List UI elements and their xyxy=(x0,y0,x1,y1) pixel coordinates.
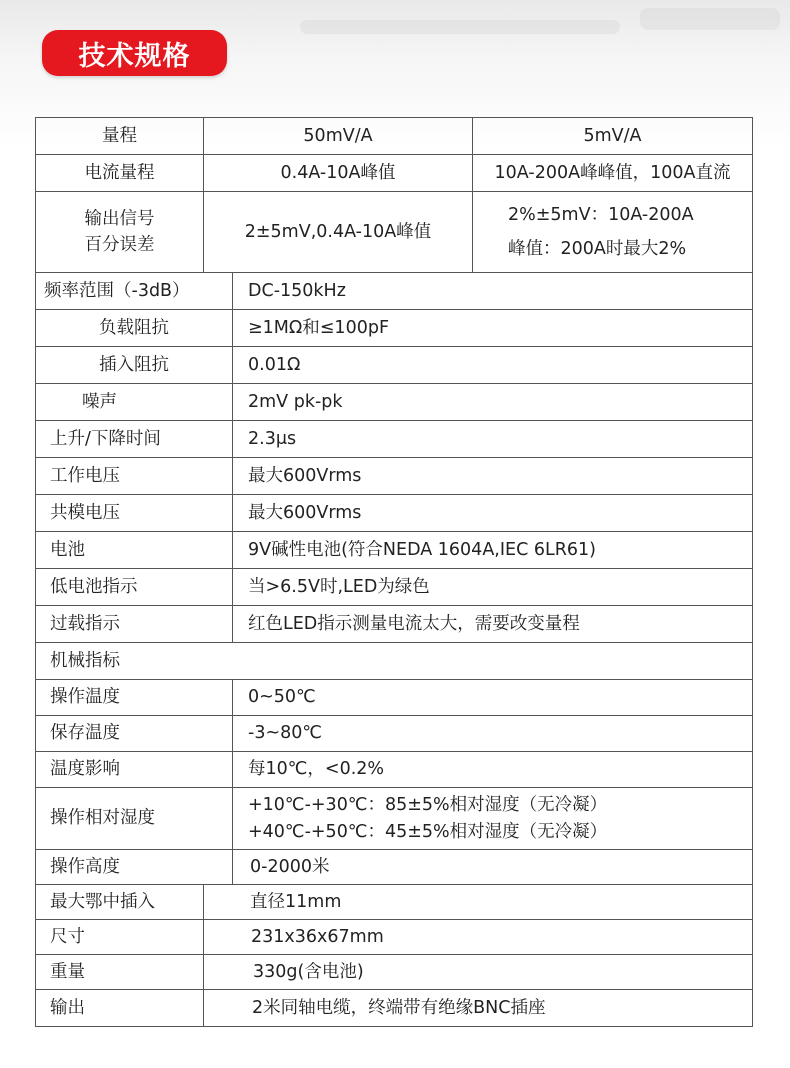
row-label: 噪声 xyxy=(35,383,233,421)
table-row xyxy=(35,605,753,642)
row-value-50mv: 0.4A-10A峰值 xyxy=(203,154,473,192)
table-row xyxy=(35,272,753,309)
row-value: 2.3μs xyxy=(232,420,753,458)
row-label: 保存温度 xyxy=(35,715,233,752)
row-label: 共模电压 xyxy=(35,494,233,532)
row-value: 2mV pk-pk xyxy=(232,383,753,421)
row-value-50mv: 2±5mV,0.4A-10A峰值 xyxy=(203,191,473,273)
row-label: 工作电压 xyxy=(35,457,233,495)
row-value: ≥1MΩ和≤100pF xyxy=(232,309,753,347)
row-label xyxy=(35,191,204,273)
row-value xyxy=(232,787,753,850)
spec-table xyxy=(35,117,753,1026)
value-line: +10℃-+30℃：85±5%相对湿度（无冷凝） xyxy=(248,795,608,816)
row-value: 最大600Vrms xyxy=(232,457,753,495)
table-row xyxy=(35,457,753,494)
row-value: 最大600Vrms xyxy=(232,494,753,532)
table-row xyxy=(35,715,753,751)
row-value: 红色LED指示测量电流太大，需要改变量程 xyxy=(232,605,753,643)
row-label: 操作温度 xyxy=(35,679,233,716)
row-value: 当>6.5V时,LED为绿色 xyxy=(232,568,753,606)
background-decoration xyxy=(300,20,620,34)
row-label: 操作相对湿度 xyxy=(35,787,233,850)
table-row xyxy=(35,420,753,457)
row-label: 操作高度 xyxy=(35,849,233,885)
row-value: 231x36x67mm xyxy=(203,919,753,955)
section-title: 技术规格 xyxy=(42,30,227,76)
row-value: 0-2000米 xyxy=(232,849,753,885)
row-value-5mv xyxy=(472,191,753,273)
row-label: 过载指示 xyxy=(35,605,233,643)
table-row xyxy=(35,531,753,568)
table-header-row xyxy=(35,117,753,154)
row-label: 电池 xyxy=(35,531,233,569)
row-value: 2米同轴电缆，终端带有绝缘BNC插座 xyxy=(203,989,753,1027)
table-row xyxy=(35,787,753,849)
table-row xyxy=(35,154,753,191)
row-label: 尺寸 xyxy=(35,919,204,955)
row-value: 0.01Ω xyxy=(232,346,753,384)
table-row xyxy=(35,884,753,919)
table-row xyxy=(35,568,753,605)
table-row xyxy=(35,989,753,1026)
row-value: 9V碱性电池(符合NEDA 1604A,IEC 6LR61) xyxy=(232,531,753,569)
table-row xyxy=(35,494,753,531)
value-line: +40℃-+50℃：45±5%相对湿度（无冷凝） xyxy=(248,821,608,842)
table-row xyxy=(35,679,753,715)
header-label: 量程 xyxy=(35,117,204,155)
header-col-50mv: 50mV/A xyxy=(203,117,473,155)
row-value: 0~50℃ xyxy=(232,679,753,716)
row-value: DC-150kHz xyxy=(232,272,753,310)
table-row xyxy=(35,309,753,346)
row-label: 低电池指示 xyxy=(35,568,233,606)
background-decoration xyxy=(640,8,780,30)
row-label: 上升/下降时间 xyxy=(35,420,233,458)
row-label: 频率范围（-3dB） xyxy=(35,272,233,310)
row-value: -3~80℃ xyxy=(232,715,753,752)
row-label: 插入阻抗 xyxy=(35,346,233,384)
row-label: 电流量程 xyxy=(35,154,204,192)
table-row xyxy=(35,849,753,884)
value-line: 2%±5mV：10A-200A xyxy=(508,204,694,225)
row-label: 最大鄂中插入 xyxy=(35,884,204,920)
table-row xyxy=(35,191,753,272)
section-heading-row xyxy=(35,642,753,679)
row-label: 温度影响 xyxy=(35,751,233,788)
row-value-5mv: 10A-200A峰峰值，100A直流 xyxy=(472,154,753,192)
row-label: 输出 xyxy=(35,989,204,1027)
row-label: 重量 xyxy=(35,954,204,990)
table-row xyxy=(35,751,753,787)
label-line: 输出信号 xyxy=(84,208,155,229)
section-heading: 机械指标 xyxy=(35,642,753,680)
table-row xyxy=(35,919,753,954)
row-value: 每10℃，<0.2% xyxy=(232,751,753,788)
value-line: 峰值：200A时最大2% xyxy=(508,239,687,259)
header-col-5mv: 5mV/A xyxy=(472,117,753,155)
row-label: 负载阻抗 xyxy=(35,309,233,347)
label-line: 百分误差 xyxy=(84,235,155,255)
row-value: 直径11mm xyxy=(203,884,753,920)
table-row xyxy=(35,346,753,383)
row-value: 330g(含电池) xyxy=(203,954,753,990)
table-row xyxy=(35,383,753,420)
table-row xyxy=(35,954,753,989)
